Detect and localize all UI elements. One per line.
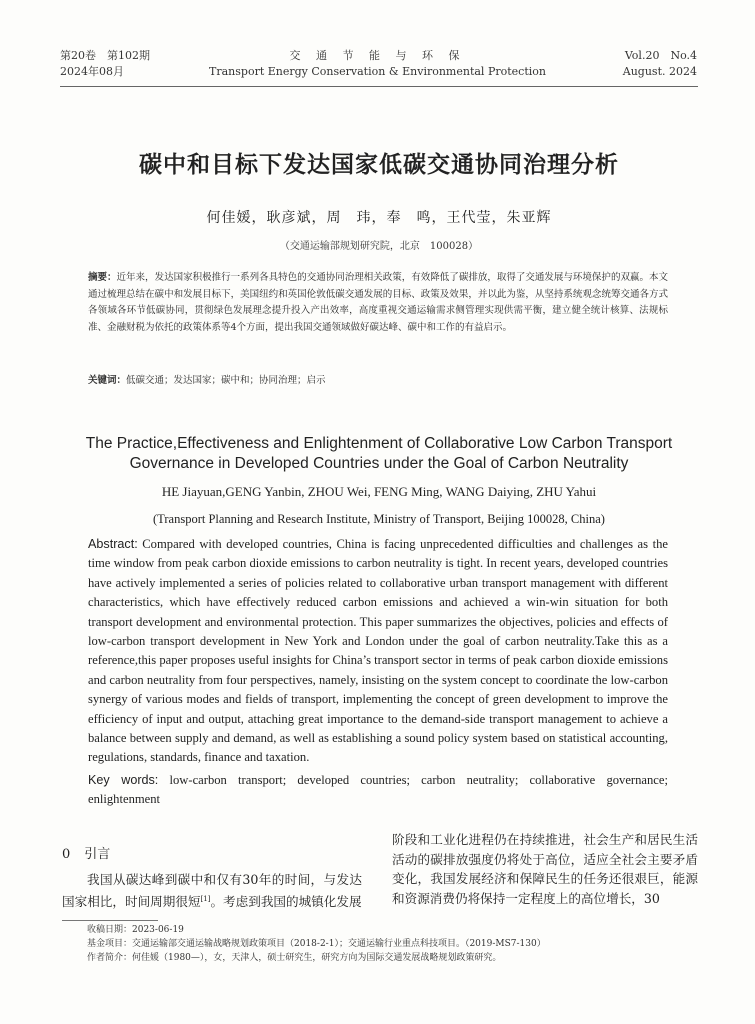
keywords-en [88, 771, 668, 810]
header-date-en: August. 2024 [622, 65, 697, 78]
header-journal-en: Transport Energy Conservation & Environmental Protection [209, 65, 546, 78]
abstract-en-label: Abstract: [88, 537, 138, 551]
body-right-column: 阶段和工业化进程仍在持续推进，社会生产和居民生活活动的碳排放强度仍将处于高位，适应全社会主要矛盾变化，我国发展经济和保障民生的任务还很艰巨，能源和资源消费仍将保持一定程度上的高位增长，30 [392, 832, 698, 906]
header-date-cn: 2024年08月 [60, 65, 124, 78]
header-volume-cn: 第20卷 第102期 [60, 49, 150, 62]
title-cn: 碳中和目标下发达国家低碳交通协同治理分析 [139, 152, 619, 178]
authors-en: HE Jiayuan,GENG Yanbin, ZHOU Wei, FENG Ming, WANG Daiying, ZHU Yahui [161, 484, 597, 499]
section-heading [62, 843, 110, 862]
footnote-received: 收稿日期：2023-06-19 [87, 925, 184, 935]
abstract-cn-label: 摘要： [88, 272, 117, 283]
header-issue-block [623, 48, 697, 80]
abstract-cn-text: 近年来，发达国家积极推行一系列各具特色的交通协同治理相关政策，有效降低了碳排放，取得了交通发展与环境保护的双赢。本文通过梳理总结在碳中和发展目标下，美国纽约和英国伦敦低碳交通发展的目标、政策及效果，并以此为鉴，从坚持系统观念统筹交通各方式各领域各环节低碳协同，贯彻绿色发展理念提升投入产出效率，高度重视交通运输需求侧管理实现供需平衡，建立健全统计核算、法规标准、金融财税为依托的政策体系等4个方面，提出我国交通领域做好碳达峰、碳中和工作的有益启示。 [88, 272, 668, 334]
title-en: The Practice,Effectiveness and Enlightenment of Collaborative Low Carbon Transport Governance in Developed Countries under the Goal of Carbon Neutrality [85, 435, 673, 472]
abstract-cn [88, 270, 668, 337]
header-volume-en: Vol.20 No.4 [624, 49, 697, 62]
header-journal-block [200, 48, 555, 80]
footnote-fund: 基金项目：交通运输部交通运输战略规划政策项目（2018-2-1）；交通运输行业重点科技项目。（2019-MS7-130） [87, 939, 546, 949]
keywords-cn-label: 关键词： [88, 375, 127, 386]
abstract-en [88, 535, 668, 768]
affiliation-cn: （交通运输部规划研究院，北京 100028） [279, 241, 479, 252]
body-left-text-after: 。考虑到我国的城镇化发展 [210, 893, 362, 909]
affiliation-en: (Transport Planning and Research Institute, Ministry of Transport, Beijing 100028, China) [153, 512, 605, 526]
header-volume-block [60, 48, 150, 80]
header-journal-cn: 交 通 节 能 与 环 保 [289, 49, 466, 62]
keywords-cn-text: 低碳交通；发达国家；碳中和；协同治理；启示 [126, 375, 326, 386]
footnote-rule [62, 920, 158, 921]
body-left-column [62, 870, 362, 911]
header-rule [60, 86, 698, 87]
section-number: 0 [62, 847, 71, 862]
keywords-en-text: low-carbon transport; developed countries; carbon neutrality; collaborative governance; enlightenment [88, 773, 668, 807]
authors-cn: 何佳媛，耿彦斌，周 玮，奉 鸣，王代莹，朱亚辉 [206, 210, 552, 226]
body-left-text: 我国从碳达峰到碳中和仅有30年的时间，与发达国家相比，时间周期很短 [62, 872, 362, 909]
section-title: 引言 [84, 847, 111, 862]
abstract-en-text: Compared with developed countries, China is facing unprecedented difficulties and challenges as the time window from peak carbon dioxide emissions to carbon neutrality is tight. In recent years, developed countries have actively implemented a series of policies related to collaborative urban transport management with different characteristics, which have effectively reduced carbon emissions and achieved a win-win situation for both transport development and environmental protection. This paper summarizes the objectives, policies and effects of low-carbon transport development in New York and London under the goal of carbon neutrality.Take this as a reference,this paper proposes useful insights for China’s transport sector in terms of peak carbon dioxide emissions and carbon neutrality from four perspectives, namely, insisting on the system concept to coordinate the low-carbon synergy of various modes and fields of transport, implementing the concept of green development to improve the efficiency of input and output, attaching great importance to the demand-side transport management to achieve a balance between supply and demand, as well as establishing a sound policy system based on statistical accounting, regulations, standards, finance and taxation. [88, 537, 668, 765]
footnote-author: 作者简介：何佳媛（1980—），女，天津人，硕士研究生，研究方向为国际交通发展战略规划政策研究。 [87, 953, 502, 963]
citation-ref: [1] [200, 894, 211, 903]
keywords-cn [88, 372, 668, 386]
keywords-en-label: Key words: [88, 773, 159, 787]
